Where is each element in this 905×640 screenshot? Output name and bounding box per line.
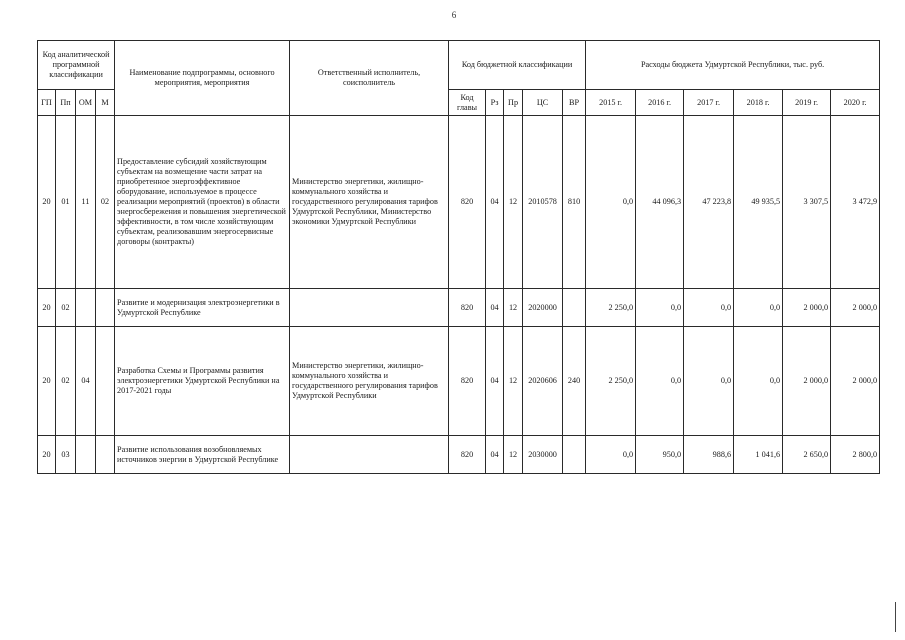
cell-vr (563, 436, 586, 474)
cell-2019: 2 000,0 (783, 327, 831, 436)
cell-cs: 2020606 (523, 327, 563, 436)
cell-2020: 2 000,0 (831, 327, 880, 436)
header-year-2018: 2018 г. (734, 90, 783, 116)
cell-pr: 12 (504, 327, 523, 436)
cell-2019: 3 307,5 (783, 116, 831, 289)
cell-pp: 03 (56, 436, 76, 474)
cell-2018: 0,0 (734, 327, 783, 436)
cell-2018: 0,0 (734, 289, 783, 327)
cell-cs: 2020000 (523, 289, 563, 327)
header-year-2017: 2017 г. (684, 90, 734, 116)
table-row (38, 436, 880, 474)
cell-executor: Министерство энергетики, жилищно-коммунального хозяйства и государственного регулирования тарифов Удмуртской Республики, Министерство экономики Удмуртской Республики (290, 116, 449, 289)
cell-2017: 988,6 (684, 436, 734, 474)
cell-2018: 49 935,5 (734, 116, 783, 289)
cell-gp: 20 (38, 289, 56, 327)
cell-executor (290, 289, 449, 327)
cell-2017: 0,0 (684, 289, 734, 327)
cell-2020: 2 800,0 (831, 436, 880, 474)
cell-2015: 0,0 (586, 436, 636, 474)
cell-name: Развитие использования возобновляемых источников энергии в Удмуртской Республике (115, 436, 290, 474)
cell-vr: 810 (563, 116, 586, 289)
cell-2018: 1 041,6 (734, 436, 783, 474)
header-year-2020: 2020 г. (831, 90, 880, 116)
cell-kod: 820 (449, 289, 486, 327)
header-year-2019: 2019 г. (783, 90, 831, 116)
cell-2016: 44 096,3 (636, 116, 684, 289)
header-expenses: Расходы бюджета Удмуртской Республики, тыс. руб. (586, 41, 880, 90)
cell-2019: 2 000,0 (783, 289, 831, 327)
cell-m: 02 (96, 116, 115, 289)
header-pr: Пр (504, 90, 523, 116)
cell-2017: 47 223,8 (684, 116, 734, 289)
header-gp: ГП (38, 90, 56, 116)
cell-rz: 04 (486, 436, 504, 474)
cell-kod: 820 (449, 116, 486, 289)
cell-gp: 20 (38, 436, 56, 474)
cell-name: Разработка Схемы и Программы развития электроэнергетики Удмуртской Республики на 2017-2021 годы (115, 327, 290, 436)
cell-2016: 950,0 (636, 436, 684, 474)
cell-rz: 04 (486, 327, 504, 436)
cell-pp: 02 (56, 289, 76, 327)
page-number: 6 (451, 10, 457, 20)
scan-edge-mark (895, 602, 896, 632)
cell-m (96, 327, 115, 436)
cell-name: Предоставление субсидий хозяйствующим субъектам на возмещение части затрат на приобретенное энергоэффективное оборудование, используемое в процессе реализации мероприятий (проектов) в области энергосбережения и повышения энергетической эффективности, в том числе хозяйствующим субъектам, реализовавшим энергосервисные договоры (контракты) (115, 116, 290, 289)
cell-pr: 12 (504, 436, 523, 474)
cell-executor: Министерство энергетики, жилищно-коммунального хозяйства и государственного регулирования тарифов Удмуртской Республики (290, 327, 449, 436)
cell-om (76, 436, 96, 474)
header-om: ОМ (76, 90, 96, 116)
cell-cs: 2030000 (523, 436, 563, 474)
cell-pr: 12 (504, 289, 523, 327)
cell-vr: 240 (563, 327, 586, 436)
cell-pp: 02 (56, 327, 76, 436)
cell-executor (290, 436, 449, 474)
cell-2017: 0,0 (684, 327, 734, 436)
cell-cs: 2010578 (523, 116, 563, 289)
budget-table (37, 40, 880, 474)
header-code-group: Код аналитической программной классификации (38, 41, 115, 90)
header-year-2016: 2016 г. (636, 90, 684, 116)
cell-2016: 0,0 (636, 289, 684, 327)
header-name: Наименование подпрограммы, основного мероприятия, мероприятия (115, 41, 290, 116)
header-row-top (38, 41, 880, 90)
table-row (38, 327, 880, 436)
cell-rz: 04 (486, 289, 504, 327)
cell-gp: 20 (38, 327, 56, 436)
cell-kod: 820 (449, 327, 486, 436)
header-m: М (96, 90, 115, 116)
header-rz: Рз (486, 90, 504, 116)
cell-2015: 0,0 (586, 116, 636, 289)
cell-2020: 3 472,9 (831, 116, 880, 289)
header-cs: ЦС (523, 90, 563, 116)
header-year-2015: 2015 г. (586, 90, 636, 116)
cell-name: Развитие и модернизация электроэнергетики в Удмуртской Республике (115, 289, 290, 327)
header-executor: Ответственный исполнитель, соисполнитель (290, 41, 449, 116)
cell-2015: 2 250,0 (586, 327, 636, 436)
cell-2015: 2 250,0 (586, 289, 636, 327)
cell-pr: 12 (504, 116, 523, 289)
cell-m (96, 289, 115, 327)
cell-kod: 820 (449, 436, 486, 474)
header-budget-classification: Код бюджетной классификации (449, 41, 586, 90)
table-row (38, 116, 880, 289)
cell-vr (563, 289, 586, 327)
header-kod-glavy: Код главы (449, 90, 486, 116)
table-row (38, 289, 880, 327)
header-pp: Пп (56, 90, 76, 116)
cell-2020: 2 000,0 (831, 289, 880, 327)
cell-om: 11 (76, 116, 96, 289)
cell-m (96, 436, 115, 474)
cell-2019: 2 650,0 (783, 436, 831, 474)
cell-pp: 01 (56, 116, 76, 289)
cell-om (76, 289, 96, 327)
header-vr: ВР (563, 90, 586, 116)
cell-gp: 20 (38, 116, 56, 289)
cell-rz: 04 (486, 116, 504, 289)
cell-om: 04 (76, 327, 96, 436)
cell-2016: 0,0 (636, 327, 684, 436)
